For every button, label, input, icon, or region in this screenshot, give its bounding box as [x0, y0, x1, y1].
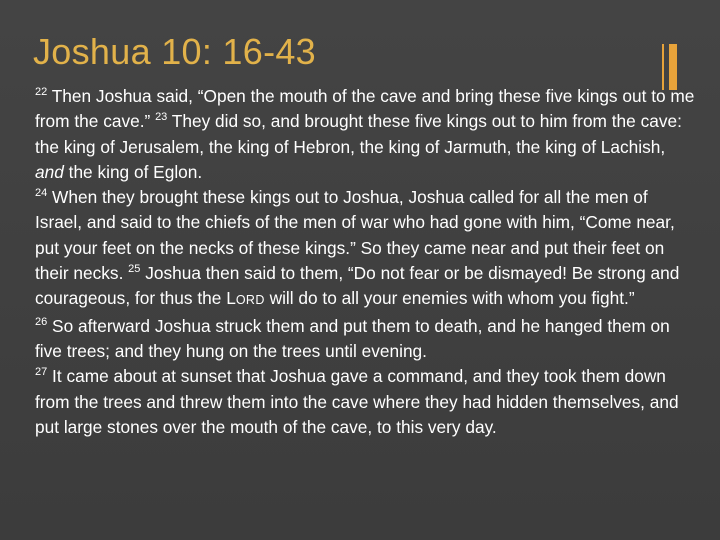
verse-25-text-a: Joshua then said to them, “Do not fear or be dismayed! Be strong and courageous, for thus the — [35, 263, 680, 309]
verse-number-23: 23 — [155, 111, 168, 124]
verse-26-text: So afterward Joshua struck them and put them to death, and he hanged them on five trees; and they hung on the trees until evening. — [35, 315, 670, 361]
verse-number-22: 22 — [35, 86, 48, 99]
verse-number-24: 24 — [35, 187, 48, 200]
verse-number-25: 25 — [128, 263, 141, 276]
verse-number-27: 27 — [35, 366, 48, 379]
verse-27-text: It came about at sunset that Joshua gave a command, and they took them down from the trees and threw them into the cave where they had hidden themselves, and put large stones over the mouth of the cave, to this very day. — [35, 366, 679, 437]
verse-number-26: 26 — [35, 315, 48, 328]
scripture-passage — [35, 84, 695, 440]
slide-title: Joshua 10: 16-43 — [33, 31, 317, 72]
verse-23-text-b: the king of Eglon. — [63, 161, 203, 182]
lord-small-caps-rest: ORD — [235, 293, 265, 308]
verse-25-text-b: will do to all your enemies with whom you fight.” — [264, 288, 635, 309]
lord-small-caps-first: L — [226, 288, 236, 309]
verse-22-text: Then Joshua said, “Open the mouth of the cave and bring these five kings out to me from the cave.” — [35, 86, 695, 132]
verse-24-text: When they brought these kings out to Joshua, Joshua called for all the men of Israel, and said to the chiefs of the men of war who had gone with him, “Come near, put your feet on the necks of these kings.” So they came near and put their feet on their necks. — [35, 187, 675, 284]
verse-23-italic: and — [35, 161, 64, 182]
passage-paragraph — [35, 84, 695, 440]
verse-23-text-a: They did so, and brought these five kings out to him from the cave: the king of Jerusalem, the king of Hebron, the king of Jarmuth, the king of Lachish, — [35, 111, 682, 157]
